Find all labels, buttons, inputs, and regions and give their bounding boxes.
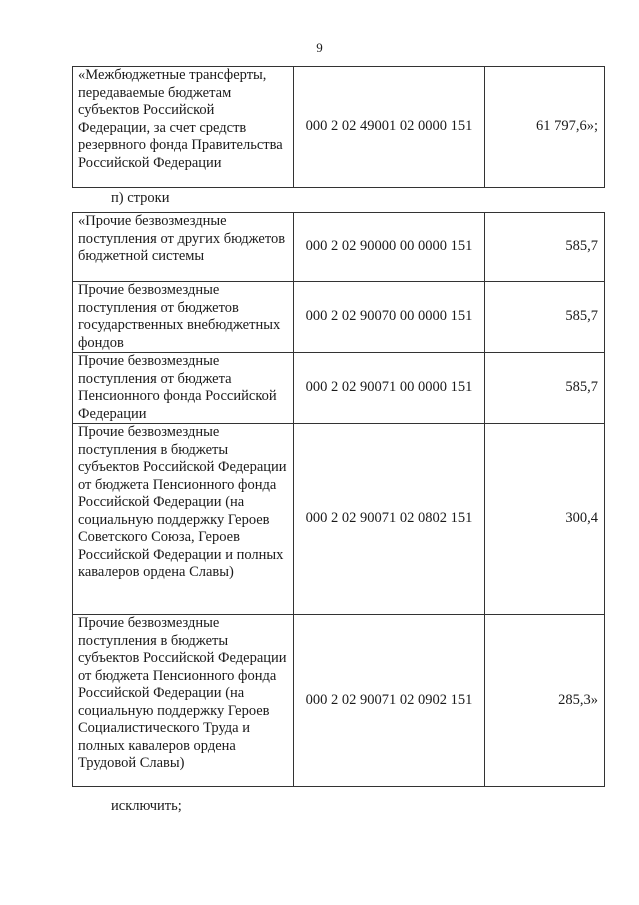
- row-amount-cell: 585,7: [485, 353, 605, 424]
- caption-exclude: исключить;: [111, 798, 182, 814]
- row-amount-cell: 585,7: [485, 213, 605, 282]
- row-code-cell: 000 2 02 90070 00 0000 151: [294, 282, 485, 353]
- row-name-cell: «Межбюджетные трансферты, передаваемые бюджетам субъектов Российской Федерации, за счет средств резервного фонда Правительства Российской Федерации: [73, 67, 294, 188]
- row-name-cell: «Прочие безвозмездные поступления от других бюджетов бюджетной системы: [73, 213, 294, 282]
- table-row: [73, 615, 605, 787]
- row-code-cell: 000 2 02 90071 02 0902 151: [294, 615, 485, 787]
- table-row: [73, 213, 605, 282]
- row-code-cell: 000 2 02 49001 02 0000 151: [294, 67, 485, 188]
- row-amount-cell: 285,3»: [485, 615, 605, 787]
- budget-table-main: [72, 212, 605, 787]
- row-name-cell: Прочие безвозмездные поступления от бюджета Пенсионного фонда Российской Федерации: [73, 353, 294, 424]
- caption-strings: п) строки: [111, 190, 170, 206]
- row-amount-cell: 585,7: [485, 282, 605, 353]
- row-code-cell: 000 2 02 90000 00 0000 151: [294, 213, 485, 282]
- row-code-cell: 000 2 02 90071 02 0802 151: [294, 424, 485, 615]
- row-name-cell: Прочие безвозмездные поступления в бюджеты субъектов Российской Федерации от бюджета Пенсионного фонда Российской Федерации (на социальную поддержку Героев Советского Союза, Героев Российской Федерации и полных кавалеров ордена Славы): [73, 424, 294, 615]
- table-row: [73, 424, 605, 615]
- table-row: [73, 282, 605, 353]
- row-amount-cell: 300,4: [485, 424, 605, 615]
- row-amount-cell: 61 797,6»;: [485, 67, 605, 188]
- page-number: 9: [316, 40, 323, 55]
- table-row: [73, 67, 605, 188]
- row-name-cell: Прочие безвозмездные поступления в бюджеты субъектов Российской Федерации от бюджета Пенсионного фонда Российской Федерации (на социальную поддержку Героев Социалистического Труда и полных кавалеров ордена Трудовой Славы): [73, 615, 294, 787]
- row-code-cell: 000 2 02 90071 00 0000 151: [294, 353, 485, 424]
- budget-table-top: [72, 66, 605, 188]
- row-name-cell: Прочие безвозмездные поступления от бюджетов государственных внебюджетных фондов: [73, 282, 294, 353]
- table-row: [73, 353, 605, 424]
